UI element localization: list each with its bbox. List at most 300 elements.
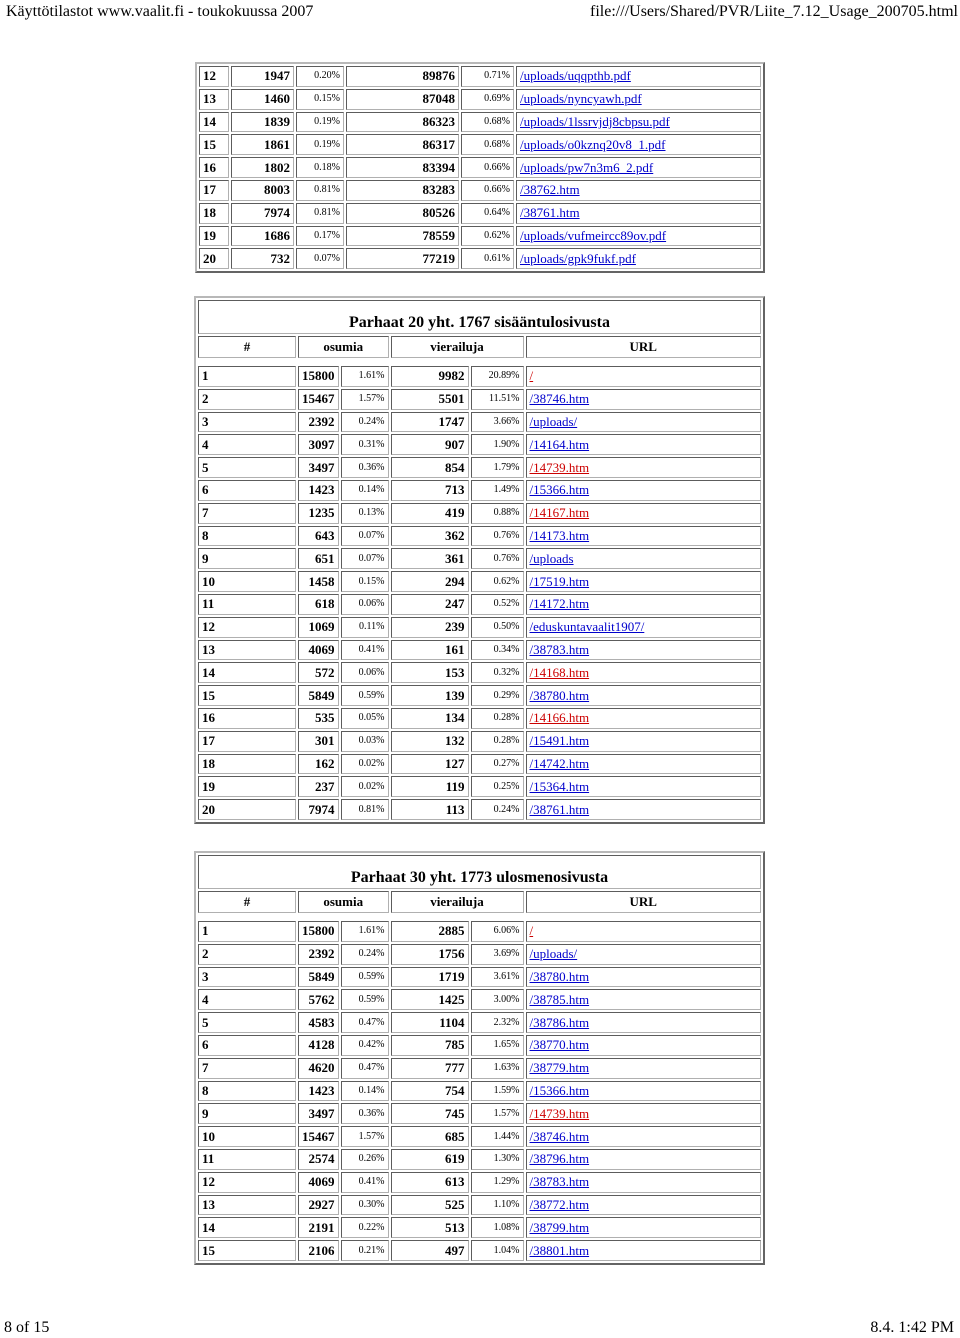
row-hits-percent: 0.07%	[341, 548, 389, 569]
row-hits-percent: 0.24%	[341, 944, 389, 965]
row-visits-percent: 3.61%	[471, 967, 524, 988]
row-url-cell	[526, 1217, 762, 1238]
row-hits: 2574	[298, 1149, 339, 1170]
row-hits-percent: 0.31%	[341, 434, 389, 455]
print-header	[0, 0, 960, 26]
table-row	[198, 1103, 761, 1124]
row-rank: 1	[198, 366, 296, 387]
row-rank: 14	[199, 112, 229, 133]
url-link[interactable]: /38761.htm	[520, 205, 580, 221]
row-visits: 247	[391, 594, 469, 615]
row-visits-percent: 0.68%	[461, 134, 514, 155]
url-link[interactable]: /38799.htm	[529, 1219, 590, 1235]
row-rank: 13	[198, 640, 296, 661]
row-url-cell	[526, 1240, 762, 1261]
row-url-cell	[526, 594, 762, 615]
row-visits-percent: 1.63%	[471, 1058, 524, 1079]
row-rank: 17	[198, 731, 296, 752]
row-url-cell	[526, 1195, 762, 1216]
row-hits-percent: 0.81%	[341, 799, 389, 820]
row-hits-percent: 0.15%	[296, 89, 344, 110]
row-rank: 12	[198, 617, 296, 638]
row-hits-percent: 0.18%	[296, 157, 344, 178]
row-visits: 361	[391, 548, 469, 569]
table-row	[199, 157, 761, 178]
table-row	[198, 526, 761, 547]
row-url-cell	[516, 203, 761, 224]
row-hits-percent: 0.19%	[296, 134, 344, 155]
table-row	[198, 944, 761, 965]
table-row	[199, 112, 761, 133]
row-hits-percent: 1.57%	[341, 389, 389, 410]
row-visits: 80526	[346, 203, 459, 224]
row-hits-percent: 0.14%	[341, 480, 389, 501]
row-url-cell	[526, 1012, 762, 1033]
url-link[interactable]: /uploads/	[529, 946, 578, 962]
url-link[interactable]: /	[529, 368, 534, 384]
row-rank: 6	[198, 480, 296, 501]
row-visits: 239	[391, 617, 469, 638]
row-url-cell	[526, 776, 762, 797]
row-visits: 134	[391, 708, 469, 729]
row-url-cell	[526, 389, 762, 410]
row-visits-percent: 0.76%	[471, 526, 524, 547]
row-hits: 1947	[231, 66, 294, 87]
row-hits-percent: 0.42%	[341, 1035, 389, 1056]
row-hits: 1069	[298, 617, 339, 638]
row-visits: 419	[391, 503, 469, 524]
table-row	[199, 180, 761, 201]
row-rank: 8	[198, 526, 296, 547]
row-visits-percent: 2.32%	[471, 1012, 524, 1033]
row-url-cell	[526, 617, 762, 638]
row-hits: 301	[298, 731, 339, 752]
row-hits: 2927	[298, 1195, 339, 1216]
url-link[interactable]: /15366.htm	[529, 1082, 590, 1098]
header-num: #	[198, 891, 296, 913]
row-visits-percent: 0.28%	[471, 708, 524, 729]
entry-pages-table	[194, 296, 765, 824]
row-visits-percent: 0.34%	[471, 640, 524, 661]
row-rank: 2	[198, 389, 296, 410]
row-url-cell	[526, 503, 762, 524]
row-visits-percent: 1.79%	[471, 457, 524, 478]
row-visits: 1756	[391, 944, 469, 965]
row-url-cell	[526, 366, 762, 387]
row-rank: 8	[198, 1081, 296, 1102]
row-url-cell	[526, 1081, 762, 1102]
row-visits: 1104	[391, 1012, 469, 1033]
row-rank: 4	[198, 989, 296, 1010]
table-row	[199, 134, 761, 155]
table-row	[198, 989, 761, 1010]
row-hits-percent: 1.61%	[341, 921, 389, 942]
table-row	[198, 617, 761, 638]
row-visits-percent: 1.04%	[471, 1240, 524, 1261]
row-hits: 643	[298, 526, 339, 547]
row-visits-percent: 1.08%	[471, 1217, 524, 1238]
row-hits: 732	[231, 248, 294, 269]
row-rank: 7	[198, 1058, 296, 1079]
url-link[interactable]: /eduskuntavaalit1907/	[529, 619, 645, 635]
row-visits-percent: 0.61%	[461, 248, 514, 269]
row-visits-percent: 20.89%	[471, 366, 524, 387]
row-hits-percent: 0.07%	[341, 526, 389, 547]
header-hits: osumia	[298, 891, 389, 913]
row-visits: 132	[391, 731, 469, 752]
row-rank: 10	[198, 571, 296, 592]
url-link[interactable]: /uploads/gpk9fukf.pdf	[520, 250, 636, 266]
row-rank: 16	[198, 708, 296, 729]
row-url-cell	[526, 412, 762, 433]
row-visits: 2885	[391, 921, 469, 942]
row-visits: 113	[391, 799, 469, 820]
table-row	[198, 640, 761, 661]
row-visits-percent: 1.44%	[471, 1126, 524, 1147]
row-hits: 1423	[298, 1081, 339, 1102]
print-footer-page-count: 8 of 15	[4, 1319, 50, 1336]
row-url-cell	[526, 571, 762, 592]
row-visits: 139	[391, 685, 469, 706]
row-hits-percent: 0.41%	[341, 640, 389, 661]
table-row	[198, 662, 761, 683]
url-link[interactable]: /38761.htm	[529, 801, 590, 817]
url-link[interactable]: /38796.htm	[529, 1151, 590, 1167]
table-row	[198, 366, 761, 387]
row-url-cell	[516, 134, 761, 155]
print-footer-timestamp: 8.4. 1:42 PM	[870, 1319, 954, 1336]
row-rank: 16	[199, 157, 229, 178]
row-visits: 525	[391, 1195, 469, 1216]
row-visits-percent: 1.29%	[471, 1172, 524, 1193]
row-hits: 572	[298, 662, 339, 683]
row-url-cell	[526, 548, 762, 569]
row-url-cell	[526, 640, 762, 661]
url-link[interactable]: /38785.htm	[529, 991, 590, 1007]
row-rank: 7	[198, 503, 296, 524]
print-header-file-path: file:///Users/Shared/PVR/Liite_7.12_Usage_200705.html	[590, 3, 958, 20]
row-url-cell	[526, 457, 762, 478]
url-link[interactable]: /uploads/pw7n3m6_2.pdf	[520, 159, 654, 175]
row-visits-percent: 0.25%	[471, 776, 524, 797]
url-link[interactable]: /14172.htm	[529, 596, 590, 612]
row-url-cell	[526, 989, 762, 1010]
row-visits: 1747	[391, 412, 469, 433]
row-hits-percent: 0.47%	[341, 1058, 389, 1079]
url-link[interactable]: /14167.htm	[529, 505, 590, 521]
table-row	[198, 457, 761, 478]
row-visits-percent: 1.90%	[471, 434, 524, 455]
row-rank: 19	[198, 776, 296, 797]
row-visits: 685	[391, 1126, 469, 1147]
table-row	[198, 921, 761, 942]
table-row	[198, 1058, 761, 1079]
row-hits: 1460	[231, 89, 294, 110]
row-hits: 8003	[231, 180, 294, 201]
row-visits: 513	[391, 1217, 469, 1238]
url-link[interactable]: /uploads/nyncyawh.pdf	[520, 91, 642, 107]
row-hits-percent: 0.06%	[341, 594, 389, 615]
row-visits-percent: 0.76%	[471, 548, 524, 569]
url-link[interactable]: /38772.htm	[529, 1196, 590, 1212]
row-hits-percent: 0.14%	[341, 1081, 389, 1102]
row-rank: 1	[198, 921, 296, 942]
exit-pages-title: Parhaat 30 yht. 1773 ulosmenosivusta	[198, 855, 761, 889]
row-visits-percent: 1.59%	[471, 1081, 524, 1102]
row-visits-percent: 0.66%	[461, 157, 514, 178]
row-url-cell	[526, 480, 762, 501]
row-visits-percent: 0.69%	[461, 89, 514, 110]
row-visits-percent: 0.71%	[461, 66, 514, 87]
row-visits: 161	[391, 640, 469, 661]
table-row	[198, 571, 761, 592]
row-visits-percent: 1.49%	[471, 480, 524, 501]
url-link[interactable]: /uploads	[529, 550, 574, 566]
row-hits: 651	[298, 548, 339, 569]
row-visits: 619	[391, 1149, 469, 1170]
url-link[interactable]: /38779.htm	[529, 1060, 590, 1076]
row-hits: 15800	[298, 921, 339, 942]
row-rank: 20	[198, 799, 296, 820]
row-rank: 3	[198, 967, 296, 988]
row-rank: 17	[199, 180, 229, 201]
row-hits-percent: 0.21%	[341, 1240, 389, 1261]
row-rank: 13	[199, 89, 229, 110]
row-hits: 1686	[231, 226, 294, 247]
row-hits: 5849	[298, 685, 339, 706]
print-footer	[0, 1318, 960, 1338]
row-visits-percent: 0.52%	[471, 594, 524, 615]
table-row	[199, 203, 761, 224]
row-visits: 9982	[391, 366, 469, 387]
row-url-cell	[526, 1103, 762, 1124]
row-hits-percent: 0.02%	[341, 776, 389, 797]
print-header-title: Käyttötilastot www.vaalit.fi - toukokuussa 2007	[6, 3, 314, 20]
row-hits: 7974	[298, 799, 339, 820]
row-hits-percent: 0.06%	[341, 662, 389, 683]
row-rank: 6	[198, 1035, 296, 1056]
row-hits-percent: 0.59%	[341, 989, 389, 1010]
table-row	[198, 1035, 761, 1056]
table-row	[198, 799, 761, 820]
row-visits-percent: 1.10%	[471, 1195, 524, 1216]
table-row	[199, 226, 761, 247]
row-visits-percent: 0.62%	[471, 571, 524, 592]
url-link[interactable]: /38780.htm	[529, 687, 590, 703]
top-pages-table-continued	[195, 62, 765, 273]
row-hits: 4128	[298, 1035, 339, 1056]
row-visits: 745	[391, 1103, 469, 1124]
table-row	[198, 776, 761, 797]
row-visits-percent: 1.57%	[471, 1103, 524, 1124]
url-link[interactable]: /38783.htm	[529, 641, 590, 657]
row-url-cell	[516, 180, 761, 201]
url-link[interactable]: /14164.htm	[529, 436, 590, 452]
row-rank: 9	[198, 1103, 296, 1124]
row-hits: 1802	[231, 157, 294, 178]
row-hits-percent: 0.24%	[341, 412, 389, 433]
table-row	[198, 1172, 761, 1193]
row-url-cell	[526, 1149, 762, 1170]
table-row	[198, 434, 761, 455]
url-link[interactable]: /15364.htm	[529, 778, 590, 794]
row-visits: 1719	[391, 967, 469, 988]
row-visits: 83394	[346, 157, 459, 178]
row-rank: 9	[198, 548, 296, 569]
row-hits-percent: 0.11%	[341, 617, 389, 638]
row-hits: 4583	[298, 1012, 339, 1033]
header-hits: osumia	[298, 336, 389, 358]
header-num: #	[198, 336, 296, 358]
row-visits-percent: 0.50%	[471, 617, 524, 638]
row-hits-percent: 0.19%	[296, 112, 344, 133]
table-row	[199, 66, 761, 87]
row-rank: 18	[198, 754, 296, 775]
url-link[interactable]: /38762.htm	[520, 182, 580, 198]
row-visits-percent: 1.30%	[471, 1149, 524, 1170]
row-visits: 1425	[391, 989, 469, 1010]
row-visits: 78559	[346, 226, 459, 247]
url-link[interactable]: /38780.htm	[529, 968, 590, 984]
row-hits-percent: 0.81%	[296, 180, 344, 201]
url-link[interactable]: /15366.htm	[529, 482, 590, 498]
row-visits: 362	[391, 526, 469, 547]
table-row	[198, 685, 761, 706]
table-row	[198, 1149, 761, 1170]
row-visits: 785	[391, 1035, 469, 1056]
table-row	[198, 1195, 761, 1216]
table-row	[198, 1217, 761, 1238]
row-hits-percent: 0.05%	[341, 708, 389, 729]
row-hits-percent: 0.07%	[296, 248, 344, 269]
url-link[interactable]: /14173.htm	[529, 527, 590, 543]
url-link[interactable]: /38801.htm	[529, 1242, 590, 1258]
row-visits: 86323	[346, 112, 459, 133]
url-link[interactable]: /14739.htm	[529, 1105, 590, 1121]
row-visits: 127	[391, 754, 469, 775]
url-link[interactable]: /38746.htm	[529, 1128, 590, 1144]
row-hits: 618	[298, 594, 339, 615]
table-row	[198, 1240, 761, 1261]
url-link[interactable]: /38786.htm	[529, 1014, 590, 1030]
row-url-cell	[526, 754, 762, 775]
row-rank: 3	[198, 412, 296, 433]
row-hits: 3497	[298, 1103, 339, 1124]
row-hits-percent: 0.81%	[296, 203, 344, 224]
url-link[interactable]: /38770.htm	[529, 1037, 590, 1053]
row-hits: 5762	[298, 989, 339, 1010]
row-hits-percent: 0.15%	[341, 571, 389, 592]
row-hits: 1235	[298, 503, 339, 524]
row-url-cell	[526, 526, 762, 547]
url-link[interactable]: /uploads/o0kznq20v8_1.pdf	[520, 136, 666, 152]
row-rank: 11	[198, 1149, 296, 1170]
row-url-cell	[526, 662, 762, 683]
row-rank: 12	[198, 1172, 296, 1193]
table-row	[198, 754, 761, 775]
row-hits: 2106	[298, 1240, 339, 1261]
row-rank: 15	[199, 134, 229, 155]
row-rank: 20	[199, 248, 229, 269]
row-hits: 1458	[298, 571, 339, 592]
row-visits-percent: 3.69%	[471, 944, 524, 965]
url-link[interactable]: /uploads/1lssrvjdj8cbpsu.pdf	[520, 113, 670, 129]
row-rank: 11	[198, 594, 296, 615]
header-url: URL	[526, 336, 762, 358]
row-url-cell	[526, 708, 762, 729]
row-visits-percent: 0.62%	[461, 226, 514, 247]
row-rank: 2	[198, 944, 296, 965]
row-url-cell	[526, 1126, 762, 1147]
row-visits: 294	[391, 571, 469, 592]
row-visits-percent: 6.06%	[471, 921, 524, 942]
row-visits-percent: 0.28%	[471, 731, 524, 752]
url-link[interactable]: /14166.htm	[529, 710, 590, 726]
entry-pages-title: Parhaat 20 yht. 1767 sisääntulosivusta	[198, 300, 761, 334]
row-visits: 497	[391, 1240, 469, 1261]
table-row	[198, 708, 761, 729]
row-visits-percent: 0.68%	[461, 112, 514, 133]
url-link[interactable]: /uploads/vufmeircc89ov.pdf	[520, 227, 667, 243]
row-visits: 613	[391, 1172, 469, 1193]
row-hits-percent: 0.22%	[341, 1217, 389, 1238]
table-row	[198, 480, 761, 501]
row-url-cell	[526, 799, 762, 820]
table-row	[198, 594, 761, 615]
url-link[interactable]: /17519.htm	[529, 573, 590, 589]
row-visits: 89876	[346, 66, 459, 87]
table-row	[198, 1012, 761, 1033]
url-link[interactable]: /	[529, 923, 534, 939]
row-url-cell	[526, 1035, 762, 1056]
url-link[interactable]: /uploads/	[529, 413, 578, 429]
row-url-cell	[526, 921, 762, 942]
table-row	[198, 1081, 761, 1102]
url-link[interactable]: /14739.htm	[529, 459, 590, 475]
url-link[interactable]: /15491.htm	[529, 733, 590, 749]
row-hits-percent: 0.03%	[341, 731, 389, 752]
row-visits-percent: 11.51%	[471, 389, 524, 410]
row-visits: 5501	[391, 389, 469, 410]
row-hits: 4620	[298, 1058, 339, 1079]
row-hits-percent: 0.30%	[341, 1195, 389, 1216]
row-url-cell	[516, 112, 761, 133]
table-row	[198, 967, 761, 988]
row-rank: 5	[198, 457, 296, 478]
row-hits-percent: 0.41%	[341, 1172, 389, 1193]
row-visits-percent: 1.65%	[471, 1035, 524, 1056]
row-hits: 1423	[298, 480, 339, 501]
row-url-cell	[526, 731, 762, 752]
row-rank: 12	[199, 66, 229, 87]
table-row	[198, 503, 761, 524]
row-url-cell	[516, 226, 761, 247]
url-link[interactable]: /38783.htm	[529, 1174, 590, 1190]
row-url-cell	[516, 89, 761, 110]
row-hits: 7974	[231, 203, 294, 224]
url-link[interactable]: /14168.htm	[529, 664, 590, 680]
row-hits: 2392	[298, 412, 339, 433]
url-link[interactable]: /uploads/uqqpthb.pdf	[520, 68, 631, 84]
url-link[interactable]: /14742.htm	[529, 755, 590, 771]
row-rank: 19	[199, 226, 229, 247]
row-hits: 15467	[298, 1126, 339, 1147]
row-hits-percent: 0.47%	[341, 1012, 389, 1033]
row-url-cell	[516, 157, 761, 178]
url-link[interactable]: /38746.htm	[529, 391, 590, 407]
row-visits: 777	[391, 1058, 469, 1079]
table-row	[198, 1126, 761, 1147]
